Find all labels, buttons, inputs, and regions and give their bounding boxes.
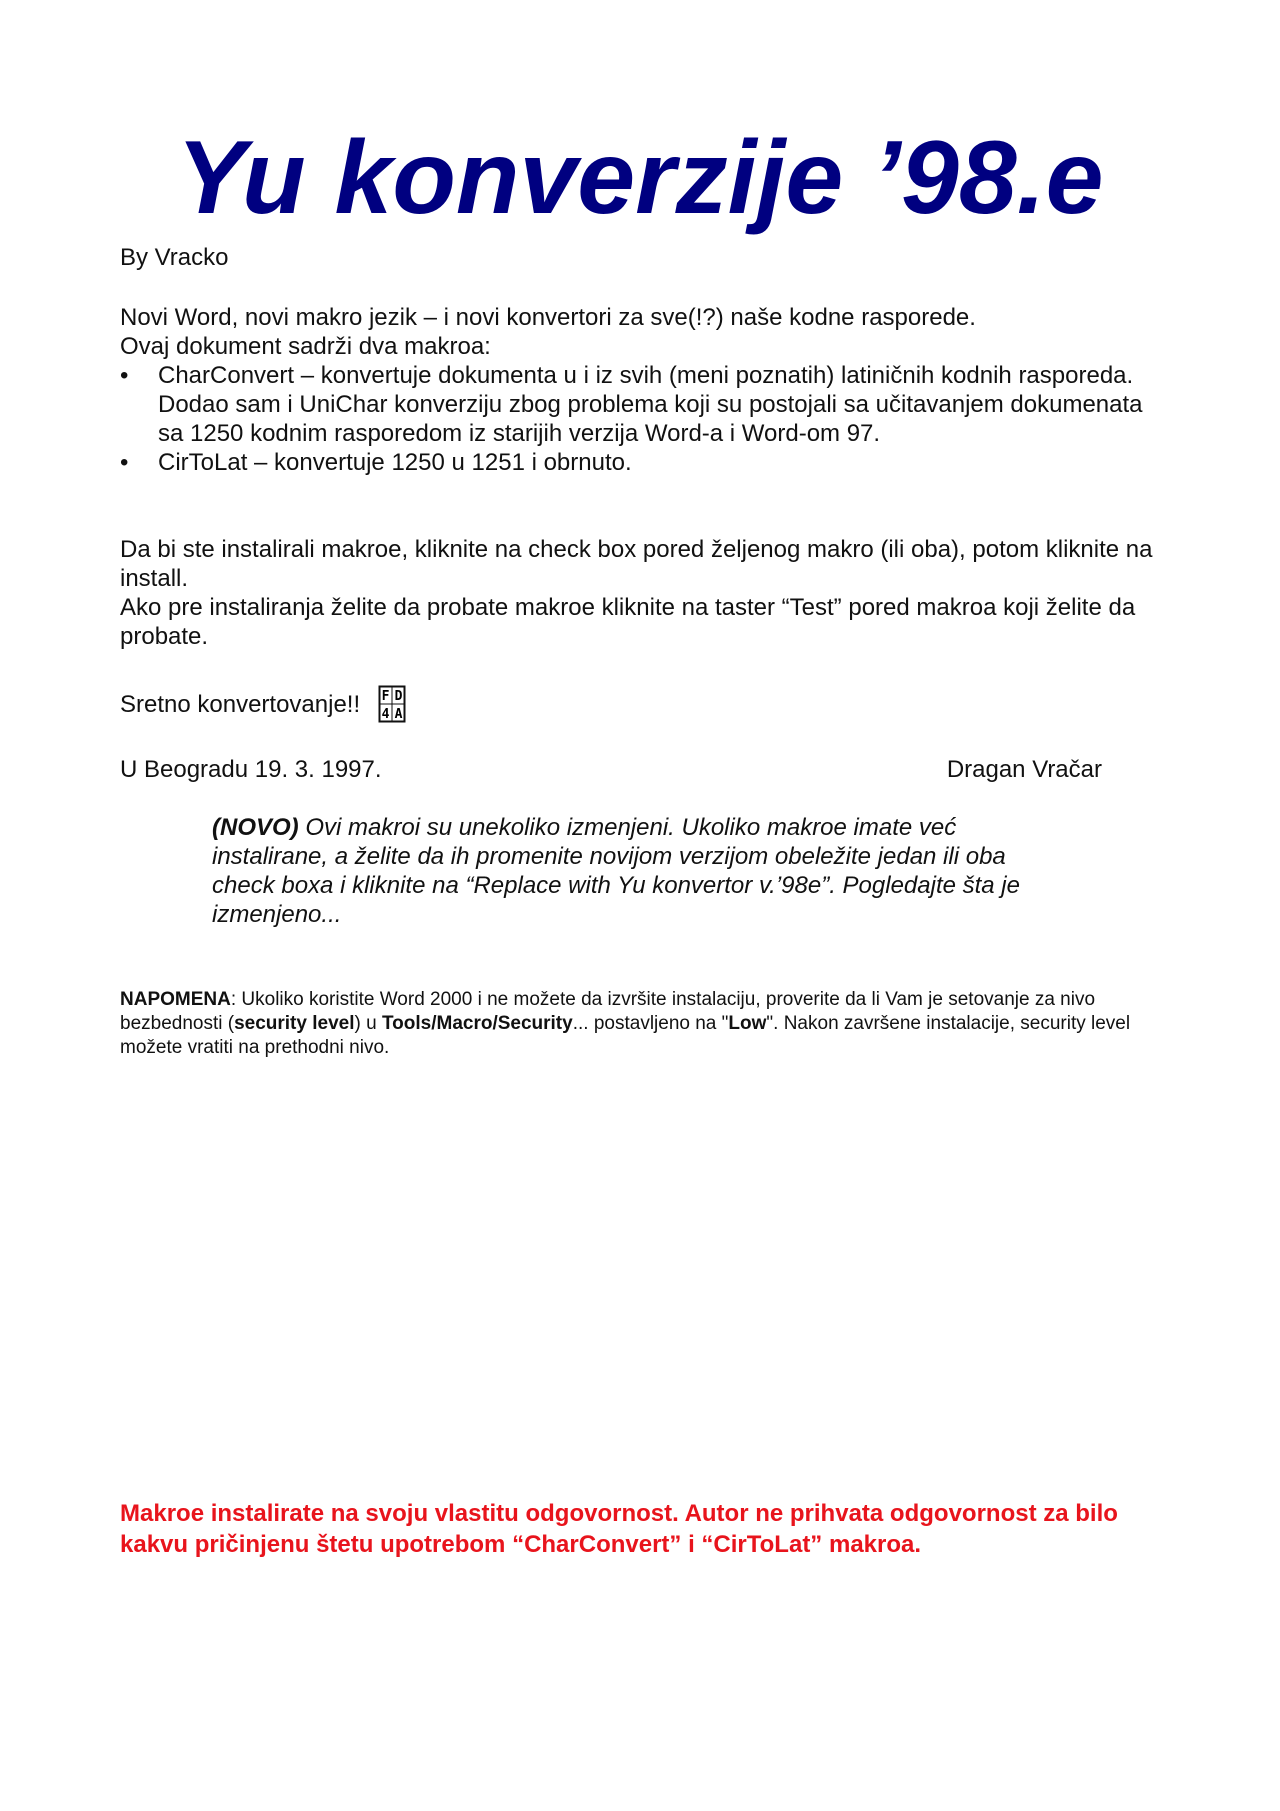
list-item-text: CharConvert – konvertuje dokumenta u i iz svih (meni poznatih) latiničnih kodnih rasporeda. Dodao sam i UniChar konverziju zbog problema koji su postojali sa učitavanjem dokumenata sa 1250 kodnim rasporedom iz starijih verzija Word-a i Word-om 97.	[158, 362, 1143, 447]
icon-letter: D	[394, 689, 403, 704]
napomena-note	[120, 988, 1170, 1060]
napomena-label: NAPOMENA	[120, 989, 231, 1010]
install-instructions	[120, 535, 1160, 651]
install-paragraph-1: Da bi ste instalirali makroe, kliknite na check box pored željenog makro (ili oba), potom kliknite na install.	[120, 536, 1153, 592]
update-note	[212, 813, 1042, 929]
signoff-line	[120, 685, 1160, 723]
napomena-text: ... postavljeno na "	[572, 1013, 729, 1034]
install-paragraph-2: Ako pre instaliranja želite da probate makroe kliknite na taster “Test” pored makroa koji želite da probate.	[120, 594, 1136, 650]
floppy-disk-icon	[378, 685, 406, 723]
intro-line-1: Novi Word, novi makro jezik – i novi konvertori za sve(!?) naše kodne rasporede.	[120, 304, 976, 331]
icon-letter: F	[381, 689, 390, 704]
document-title: Yu konverzije ’98.e	[176, 120, 1104, 236]
icon-letter: 4	[381, 707, 390, 722]
intro-line-2: Ovaj dokument sadrži dva makroa:	[120, 333, 491, 360]
security-level-term: security level	[234, 1013, 355, 1034]
signoff-text: Sretno konvertovanje!!	[120, 690, 361, 718]
intro-paragraph	[120, 303, 1160, 361]
byline: By Vracko	[120, 244, 229, 271]
disclaimer-warning: Makroe instalirate na svoju vlastitu odgovornost. Autor ne prihvata odgovornost za bilo kakvu pričinjenu štetu upotrebom “CharConvert” i “CirToLat” makroa.	[120, 1500, 1118, 1558]
macro-list	[120, 361, 1160, 477]
list-item-text: CirToLat – konvertuje 1250 u 1251 i obrnuto.	[158, 449, 632, 476]
date: U Beogradu 19. 3. 1997.	[120, 756, 382, 783]
novo-label: (NOVO)	[212, 814, 299, 841]
napomena-text: : Ukoliko koristite Word 2000 i ne možete da izvršite instalaciju, proverite da li Vam je setovanje za nivo bezbednosti (	[120, 989, 1096, 1034]
napomena-text: ) u	[354, 1013, 382, 1034]
novo-text: Ovi makroi su unekoliko izmenjeni. Ukoliko makroe imate već instalirane, a želite da ih promenite novijom verzijom obeležite jedan ili oba check boxa i kliknite na “Replace with Yu konvertor v.’98e”. Pogledajte šta je izmenjeno...	[212, 814, 1020, 928]
bullet-icon: •	[120, 362, 129, 389]
menu-path: Tools/Macro/Security	[381, 1013, 573, 1034]
napomena-text: ". Nakon završene instalacije, security level možete vratiti na prethodni nivo.	[120, 1013, 1131, 1058]
date-author-line	[120, 755, 1102, 784]
bullet-icon: •	[120, 449, 129, 476]
icon-letter: A	[394, 707, 403, 722]
list-item	[120, 448, 1160, 477]
list-item	[120, 361, 1160, 448]
author-name: Dragan Vračar	[946, 756, 1102, 783]
low-setting: Low	[728, 1013, 767, 1034]
